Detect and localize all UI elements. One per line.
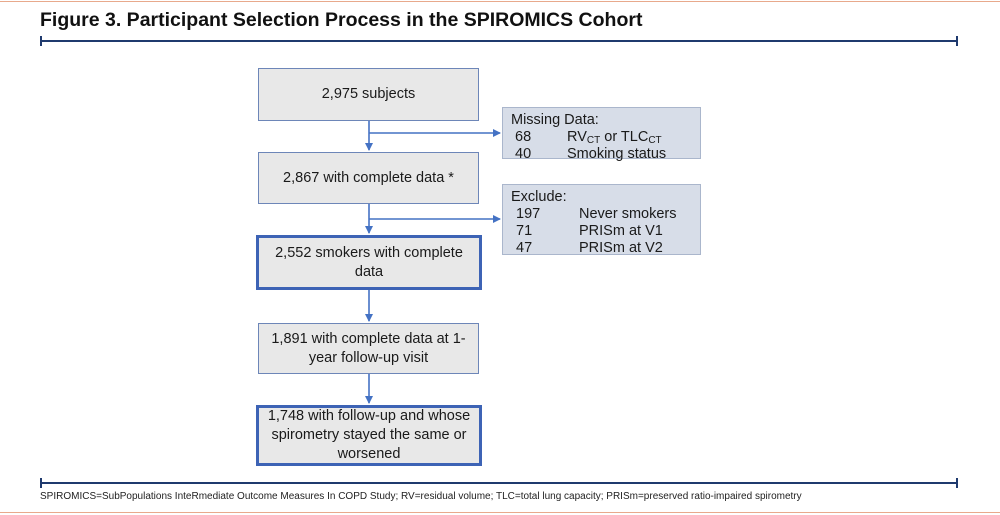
missing-data-heading: Missing Data: [511,112,599,128]
exclude-row-prism-v1 [511,223,692,240]
box-total-subjects-text: 2,975 subjects [321,86,416,102]
box-followup-visit [258,323,479,374]
box-complete-data-text: 2,867 with complete data * [283,169,454,186]
exclude-label: PRISm at V2 [579,240,663,256]
exclude-count: 197 [516,206,541,222]
missing-count: 68 [515,129,532,145]
box-followup-visit-text: 1,891 with complete data at 1-year follow-up visit [271,330,466,366]
exclude-row-never-smokers [511,206,692,223]
box-smokers-complete-text: 2,552 smokers with complete data [275,244,463,280]
exclude-count: 71 [516,223,533,239]
missing-row-rvct [511,129,692,146]
box-smokers-complete [256,235,482,290]
box-complete-data [258,152,479,204]
box-final-cohort-text: 1,748 with follow-up and whose spirometry stayed the same or worsened [267,408,471,462]
figure-title: Figure 3. Participant Selection Process in the SPIROMICS Cohort [40,9,643,31]
box-final-cohort [256,405,482,466]
exclude-label: PRISm at V1 [579,223,663,239]
missing-label: Smoking status [567,146,667,162]
exclude-label: Never smokers [579,206,677,222]
missing-data-box [502,107,701,162]
exclude-row-prism-v2 [511,240,692,257]
footnote-abbreviations: SPIROMICS=SubPopulations InteRmediate Outcome Measures In COPD Study; RV=residual volume; TLC=total lung capacity; PRISm=preserved ratio-impaired spirometry [40,491,802,502]
missing-row-smoking [511,146,692,163]
missing-label: $RV_{CT}$ or $TLC_{CT}$ [567,129,662,146]
exclude-count: 47 [516,240,533,256]
exclude-box [502,184,701,255]
box-total-subjects [258,68,479,121]
missing-count: 40 [515,146,532,162]
footnote-rule [40,482,958,484]
exclude-heading: Exclude: [511,189,567,205]
